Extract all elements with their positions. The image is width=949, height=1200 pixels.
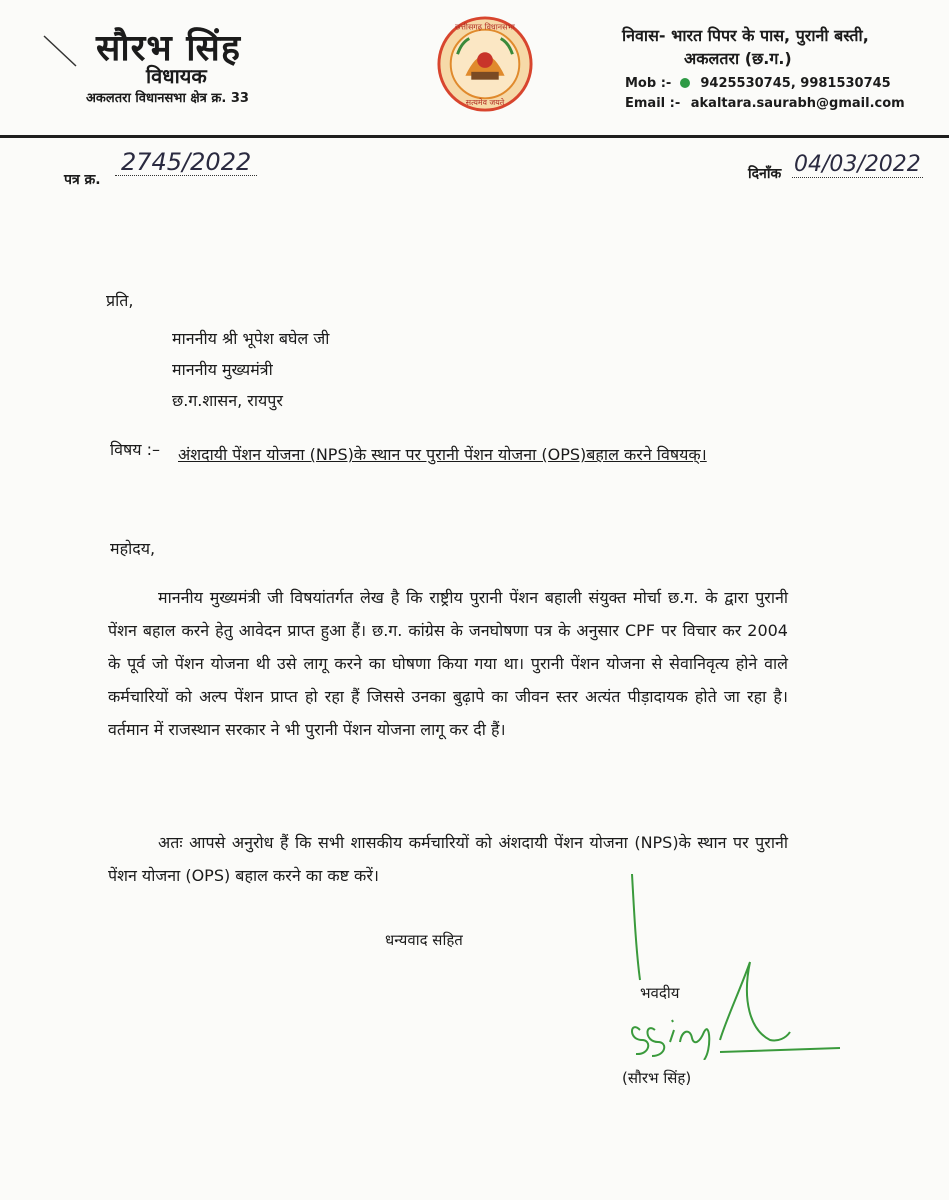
pen-mark-icon: [40, 30, 80, 70]
subject-label: विषय :–: [110, 440, 161, 459]
email-row: [625, 96, 905, 111]
constituency: अकलतरा विधानसभा क्षेत्र क्र. 33: [86, 91, 249, 106]
subject-text: अंशदायी पेंशन योजना (NPS)के स्थान पर पुरानी पेंशन योजना (OPS)बहाल करने विषयक्।: [178, 445, 707, 464]
letter-number-label: पत्र क्र.: [64, 172, 101, 188]
date-value: 04/03/2022: [794, 152, 921, 177]
closing-thanks: धन्यवाद सहित: [385, 931, 463, 949]
recipient-office: छ.ग.शासन, रायपुर: [172, 391, 283, 410]
mobile-label: Mob :-: [625, 76, 672, 91]
date-label: दिनाँक: [748, 166, 782, 182]
mla-name: सौरभ सिंह: [96, 27, 242, 69]
body-paragraph-2: अतः आपसे अनुरोध हैं कि सभी शासकीय कर्मचारियों को अंशदायी पेंशन योजना (NPS)के स्थान पर पुरानी पेंशन योजना (OPS) बहाल करने का कष्ट करें।: [108, 833, 788, 885]
address-line-1: निवास- भारत पिपर के पास, पुरानी बस्ती,: [622, 26, 869, 45]
letterhead-divider: [0, 135, 949, 138]
seal-text-top: छत्तीसगढ़ विधानसभा: [455, 22, 515, 32]
seal-text-bottom: सत्यमेव जयते: [465, 98, 505, 108]
body-paragraph-1: माननीय मुख्यमंत्री जी विषयांतर्गत लेख है कि राष्ट्रीय पुरानी पेंशन बहाली संयुक्त मोर्चा छ.ग. के द्वारा पुरानी पेंशन बहाल करने हेतु आवेदन प्राप्त हुआ हैं। छ.ग. कांग्रेस के जनघोषणा पत्र के अनुसार CPF पर विचार कर 2004 के पूर्व जो पेंशन योजना थी उसे लागू करने का घोषणा किया गया था। पुरानी पेंशन योजना से सेवानिवृत्य होने वाले कर्मचारियों को अल्प पेंशन प्राप्त हो रहा हैं जिससे उनका बुढ़ापे का जीवन स्तर अत्यंत पीड़ादायक होते जा रहा है। वर्तमान में राजस्थान सरकार ने भी पुरानी पेंशन योजना लागू कर दी हैं।: [108, 588, 788, 739]
letter-number-value: 2745/2022: [115, 149, 257, 176]
recipient-designation: माननीय मुख्यमंत्री: [172, 360, 273, 379]
email-value: akaltara.saurabh@gmail.com: [690, 96, 905, 111]
email-label: Email :-: [625, 96, 681, 111]
signatory-name: (सौरभ सिंह): [622, 1069, 692, 1087]
assembly-seal-icon: [436, 15, 534, 113]
mobile-value: 9425530745, 9981530745: [700, 76, 891, 91]
mla-designation: विधायक: [146, 64, 207, 88]
signature-icon: [600, 870, 860, 1060]
whatsapp-icon: [680, 78, 690, 88]
mobile-row: [625, 76, 891, 91]
to-label: प्रति,: [106, 291, 134, 310]
address-line-2: अकलतरा (छ.ग.): [684, 49, 792, 68]
recipient-name: माननीय श्री भूपेश बघेल जी: [172, 329, 330, 348]
closing-yours: भवदीय: [640, 984, 680, 1002]
salutation: महोदय,: [110, 539, 156, 558]
